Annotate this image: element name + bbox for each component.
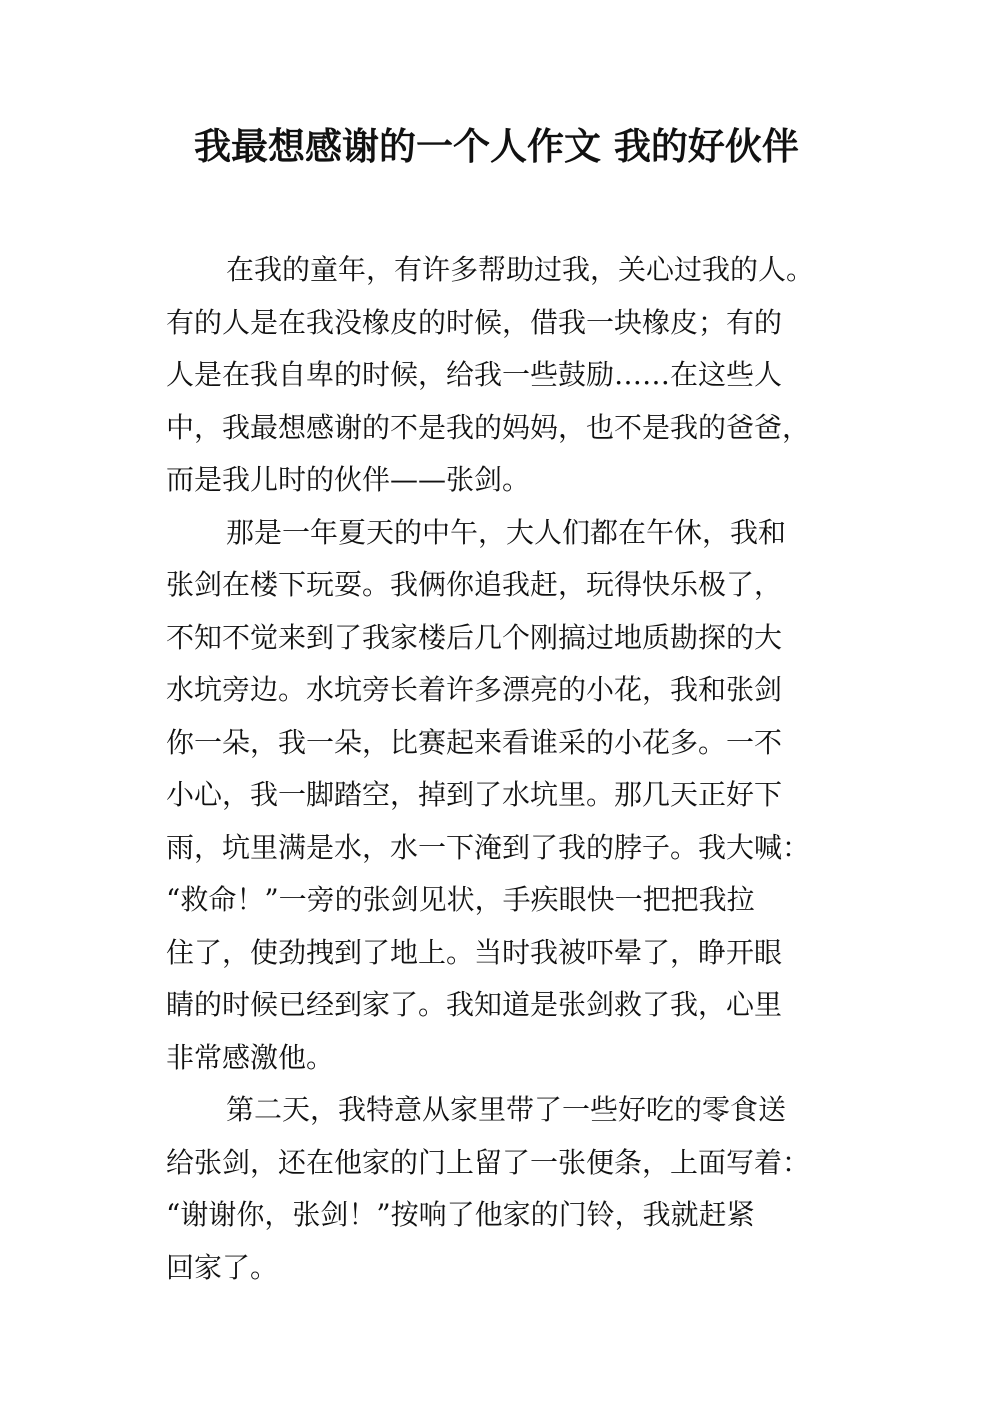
text-line: 而是我儿时的伙伴——张剑。 (166, 463, 531, 496)
text-line: 中，我最想感谢的不是我的妈妈，也不是我的爸爸， (166, 410, 811, 444)
text-line: 不知不觉来到了我家楼后几个刚搞过地质勘探的大 (166, 620, 783, 654)
text-line: 你一朵，我一朵，比赛起来看谁采的小花多。一不 (166, 725, 783, 759)
text-line: 回家了。 (166, 1250, 279, 1284)
text-line: 小心，我一脚踏空，掉到了水坑里。那几天正好下 (166, 778, 783, 811)
text-line: 张剑在楼下玩耍。我俩你追我赶，玩得快乐极了， (166, 568, 783, 601)
paragraph-1 (166, 244, 846, 507)
text-line: 睛的时候已经到家了。我知道是张剑救了我，心里 (166, 988, 783, 1021)
text-line: 人是在我自卑的时候，给我一些鼓励……在这些人 (166, 358, 783, 391)
text-line: 水坑旁边。水坑旁长着许多漂亮的小花，我和张剑 (166, 673, 783, 706)
text-line: “救命！”一旁的张剑见状，手疾眼快一把把我拉 (166, 883, 755, 916)
text-line: 给张剑，还在他家的门上留了一张便条，上面写着： (166, 1145, 811, 1179)
text-line: 住了，使劲拽到了地上。当时我被吓晕了，睁开眼 (166, 935, 783, 969)
text-line: 非常感激他。 (166, 1040, 335, 1074)
text-line: 雨，坑里满是水，水一下淹到了我的脖子。我大喊： (166, 830, 811, 864)
text-line: 在我的童年，有许多帮助过我，关心过我的人。 (226, 253, 815, 286)
text-line: “谢谢你，张剑！”按响了他家的门铃，我就赶紧 (166, 1198, 755, 1231)
text-line: 那是一年夏天的中午，大人们都在午休，我和 (226, 515, 787, 549)
paragraph-2 (166, 507, 846, 1085)
paragraph-3 (166, 1084, 846, 1294)
document-body (166, 244, 846, 1294)
text-line: 第二天，我特意从家里带了一些好吃的零食送 (226, 1093, 787, 1126)
text-line: 有的人是在我没橡皮的时候，借我一块橡皮；有的 (166, 305, 783, 339)
document-title: 我最想感谢的一个人作文 我的好伙伴 (194, 125, 799, 168)
